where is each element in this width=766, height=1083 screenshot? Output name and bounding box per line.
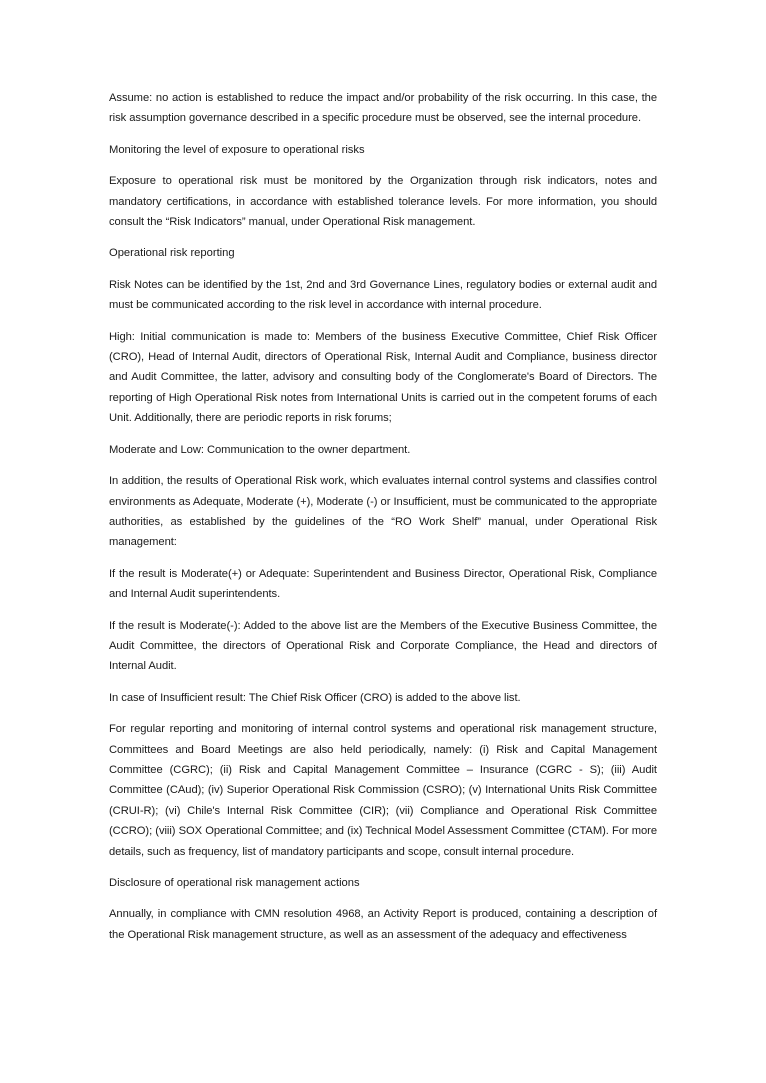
section-heading-disclosure: Disclosure of operational risk management actions bbox=[109, 877, 360, 889]
paragraph-moderate-plus: If the result is Moderate(+) or Adequate: Superintendent and Business Director, Operational Risk, Compliance and Internal Audit superintendents. bbox=[109, 567, 657, 601]
paragraph-exposure: Exposure to operational risk must be monitored by the Organization through risk indicators, notes and mandatory certifications, in accordance with established tolerance levels. For more information, you should consult the “Risk Indicators” manual, under Operational Risk management. bbox=[109, 175, 657, 229]
section-heading-reporting: Operational risk reporting bbox=[109, 247, 235, 260]
paragraph-moderate-minus: If the result is Moderate(-): Added to the above list are the Members of the Executive Business Committee, the Audit Committee, the directors of Operational Risk and Corporate Compliance, the Head and directors of Internal Audit. bbox=[109, 619, 657, 673]
paragraph-results: In addition, the results of Operational Risk work, which evaluates internal control systems and classifies control environments as Adequate, Moderate (+), Moderate (-) or Insufficient, must be communicated to the appropriate authorities, as established by the guidelines of the “RO Work Shelf” manual, under Operational Risk management: bbox=[109, 475, 657, 549]
paragraph-assume: Assume: no action is established to reduce the impact and/or probability of the risk occurring. In this case, the risk assumption governance described in a specific procedure must be observed, see the internal procedure. bbox=[109, 92, 657, 125]
paragraph-annually: Annually, in compliance with CMN resolution 4968, an Activity Report is produced, containing a description of the Operational Risk management structure, as well as an assessment of the adequacy and effectiveness bbox=[109, 908, 657, 941]
paragraph-high: High: Initial communication is made to: Members of the business Executive Committee, Chief Risk Officer (CRO), Head of Internal Audit, directors of Operational Risk, Internal Audit and Compliance, business director and Audit Committee, the latter, advisory and consulting body of the Conglomerate's Board of Directors. The reporting of High Operational Risk notes from International Units is carried out in the competent forums of each Unit. Additionally, there are periodic reports in risk forums; bbox=[109, 330, 657, 425]
paragraph-moderate-low: Moderate and Low: Communication to the owner department. bbox=[109, 443, 411, 456]
section-heading-monitoring: Monitoring the level of exposure to operational risks bbox=[109, 143, 365, 156]
document-page bbox=[109, 88, 657, 956]
paragraph-committees: For regular reporting and monitoring of internal control systems and operational risk management structure, Committees and Board Meetings are also held periodically, namely: (i) Risk and Capital Management Committee (CGRC); (ii) Risk and Capital Management Committee – Insurance (CGRC - S); (iii) Audit Committee (CAud); (iv) Superior Operational Risk Commission (CSRO); (v) International Units Risk Committee (CRUI-R); (vi) Chile's Internal Risk Committee (CIR); (vii) Compliance and Operational Risk Committee (CCRO); (viii) SOX Operational Committee; and (ix) Technical Model Assessment Committee (CTAM). For more details, such as frequency, list of mandatory participants and scope, consult internal procedure. bbox=[109, 723, 657, 858]
paragraph-insufficient: In case of Insufficient result: The Chief Risk Officer (CRO) is added to the above list. bbox=[109, 691, 521, 704]
paragraph-risk-notes: Risk Notes can be identified by the 1st, 2nd and 3rd Governance Lines, regulatory bodies or external audit and must be communicated according to the risk level in accordance with internal procedure. bbox=[109, 278, 657, 312]
